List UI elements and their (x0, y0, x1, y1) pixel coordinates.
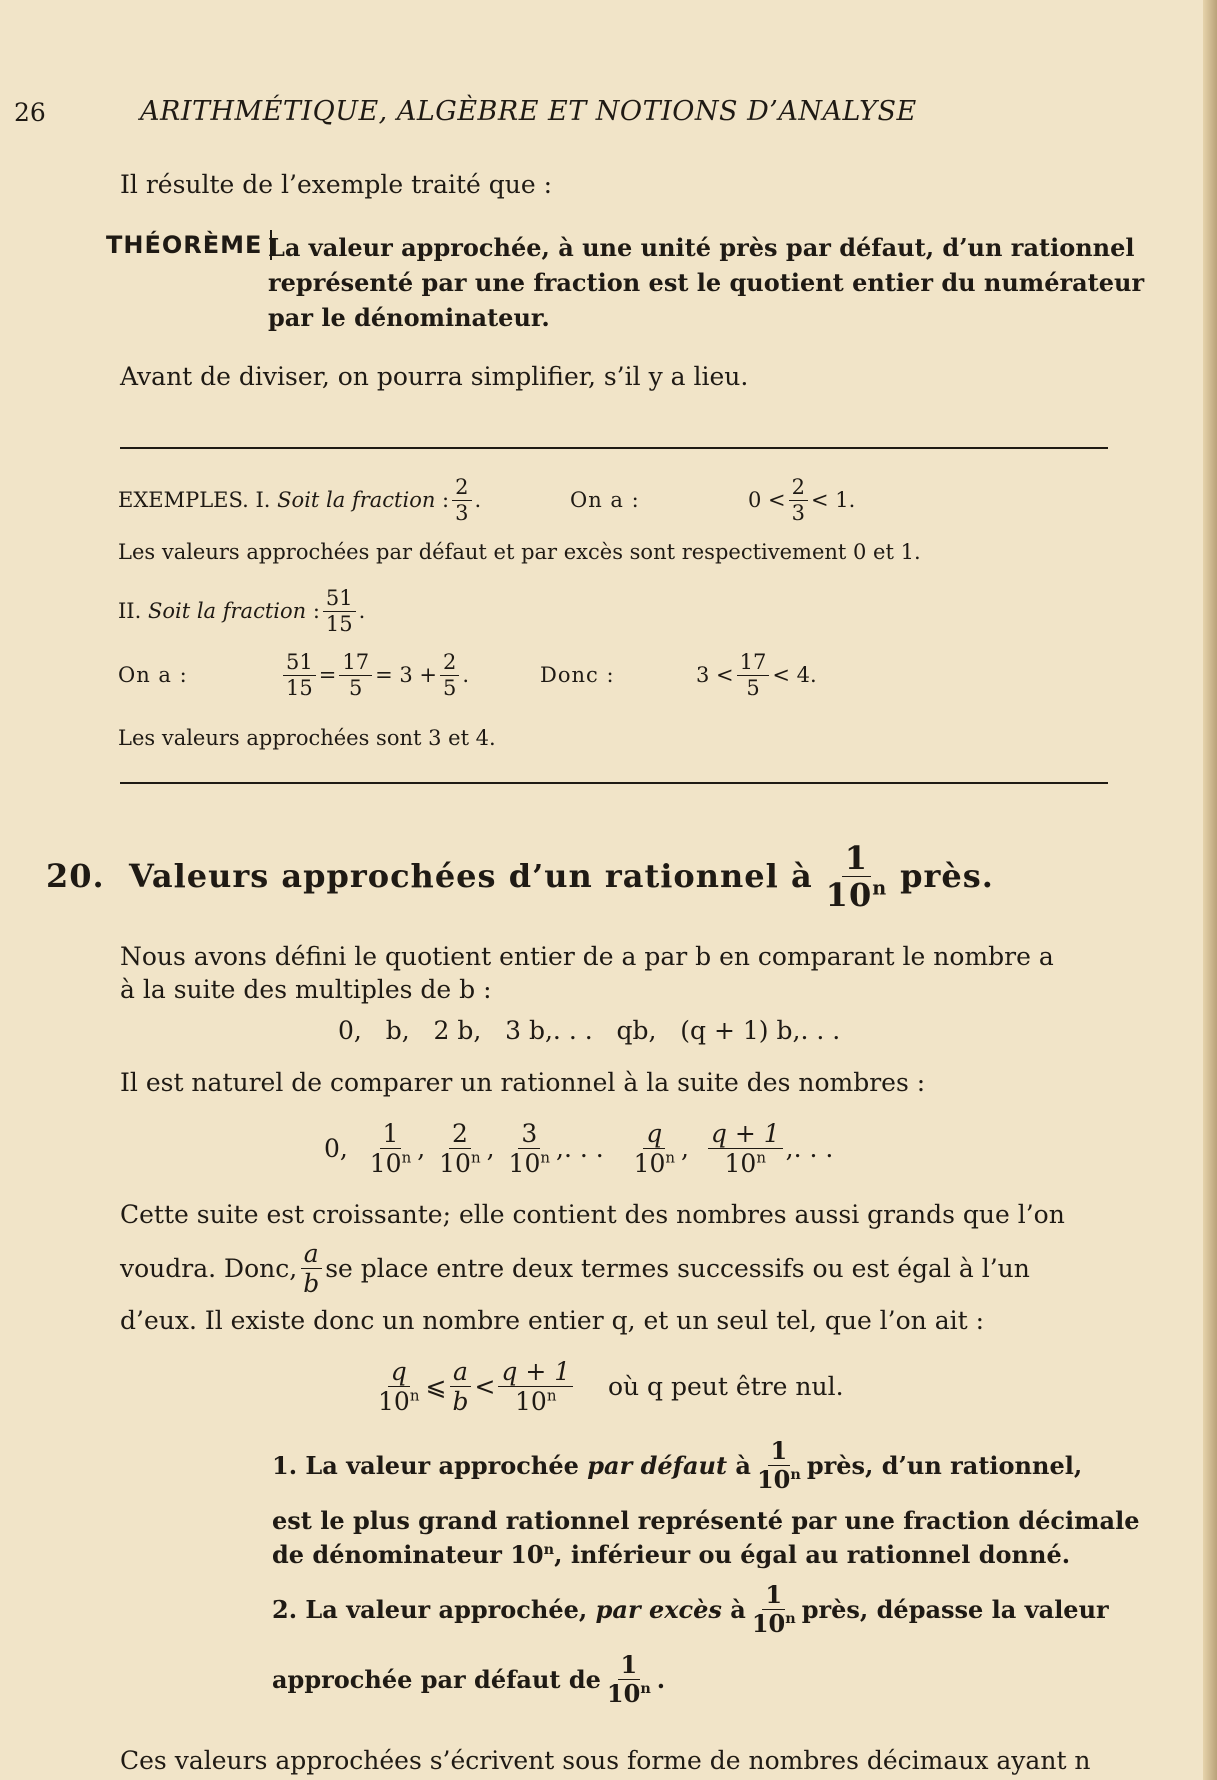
period: . (462, 663, 470, 687)
fraction-q-10n: $\frac{q}{10^n}$ (378, 1356, 420, 1416)
ineq-left: 0 < (748, 488, 786, 512)
fraction-1-10n: $\frac{1}{10^n}$ (751, 1579, 796, 1638)
fraction-1-10n: $\frac{1}{10^n}$ (756, 1435, 801, 1494)
sequence-term: $\frac{q + 1}{10^n}$ (708, 1121, 783, 1176)
equation-mid: = 3 + (375, 663, 437, 687)
example-2-prefix: II. (118, 599, 142, 623)
on-a-label: On a : (570, 488, 640, 512)
paragraph-croissante-line2: voudra. Donc, $\frac{a}{b}$ se place entre deux termes successifs ou est égal à l’un (120, 1238, 1030, 1298)
definition-1-line1: 1. La valeur approchée par défaut à $\frac{1}{10^n}$ près, d’un rationnel, (272, 1435, 1083, 1494)
theorem-line: représenté par une fraction est le quotient entier du numérateur (268, 268, 1145, 297)
definition-2-line1: 2. La valeur approchée, par excès à $\frac{1}{10^n}$ près, dépasse la valeur (272, 1579, 1109, 1638)
fraction-2-3: $\frac{2}{3}$ (789, 477, 808, 524)
inequality-note: où q peut être nul. (607, 1371, 844, 1401)
fraction-sequence: 0, $\frac{1}{10^n}$ , $\frac{2}{10^n}$ , $\frac{3}{10^n}$ , . . . $\frac{q}{10^n}$ , $\frac{q + 1}{10^n}$ , . . . (324, 1118, 834, 1178)
example-2-result: Les valeurs approchées sont 3 et 4. (118, 726, 496, 750)
paragraph-sequence-intro: Il est naturel de comparer un rationnel à la suite des nombres : (120, 1068, 926, 1097)
sequence-zero: 0, (324, 1133, 348, 1163)
theorem-line: La valeur approchée, à une unité près par défaut, d’un rationnel (268, 233, 1135, 262)
multiples-sequence: 0, b, 2 b, 3 b,. . . qb, (q + 1) b,. . . (338, 1016, 841, 1045)
section-title-end: près. (900, 857, 994, 895)
par-defaut: par défaut (587, 1450, 728, 1480)
paragraph-croissante-line1: Cette suite est croissante; elle contient des nombres aussi grands que l’on (120, 1200, 1065, 1229)
equals-sign: = (318, 663, 337, 687)
example-1-soit: Soit la fraction (277, 488, 436, 512)
theorem-label: THÉORÈME (106, 230, 272, 260)
page-number: 26 (14, 98, 46, 127)
theorem-text (268, 230, 1144, 335)
example-2 (118, 582, 365, 640)
page-edge-shadow (1203, 0, 1217, 1780)
definition-2-line2: approchée par défaut de $\frac{1}{10^n}$ . (272, 1649, 666, 1708)
equation-2 (280, 646, 469, 704)
divider-bottom (120, 782, 1108, 784)
fraction-17-5: $\frac{17}{5}$ (737, 652, 770, 699)
section-title: Valeurs approchées d’un rationnel à (128, 857, 813, 895)
on-a-label-2: On a : (118, 663, 188, 687)
sequence-term: $\frac{3}{10^n}$ (508, 1118, 551, 1178)
period: . (358, 599, 366, 623)
fraction-a-b: $\frac{a}{b}$ (300, 1241, 322, 1296)
par-exces: par excès (595, 1594, 722, 1624)
fraction-q1-10n: $\frac{q + 1}{10^n}$ (498, 1359, 573, 1414)
paragraph-croissante-line3: d’eux. Il existe donc un nombre entier q, et un seul tel, que l’on ait : (120, 1306, 985, 1335)
running-title: ARITHMÉTIQUE, ALGÈBRE ET NOTIONS D’ANALYSE (140, 96, 917, 127)
definition-1-line3: de dénominateur 10$^n$, inférieur ou égal au rationnel donné. (272, 1540, 1071, 1569)
fraction-17-5: $\frac{17}{5}$ (339, 652, 372, 699)
sequence-term: $\frac{1}{10^n}$ (369, 1118, 412, 1178)
fraction-1-10n: $\frac{1}{10^n}$ (606, 1649, 651, 1708)
fraction-2-3: $\frac{2}{3}$ (452, 477, 471, 524)
ineq-right: < 4. (772, 663, 817, 687)
bottom-text: Ces valeurs approchées s’écrivent sous forme de nombres décimaux ayant n (120, 1746, 1091, 1775)
sequence-term: $\frac{q}{10^n}$ (633, 1118, 676, 1178)
intro-text: Il résulte de l’exemple traité que : (120, 170, 553, 199)
fraction-51-15: $\frac{51}{15}$ (283, 652, 316, 699)
donc-label: Donc : (540, 663, 615, 687)
avant-text: Avant de diviser, on pourra simplifier, s’il y a lieu. (120, 362, 749, 391)
example-2-soit: Soit la fraction (147, 599, 307, 623)
definition-1-line2: est le plus grand rationnel représenté par une fraction décimale (272, 1506, 1140, 1535)
ineq-right: < 1. (811, 488, 856, 512)
fraction-51-15: $\frac{51}{15}$ (323, 588, 356, 635)
section-number: 20. (46, 857, 105, 895)
ineq-left: 3 < (696, 663, 734, 687)
example-1 (118, 472, 481, 528)
inequality-2 (696, 646, 817, 704)
fraction-2-5: $\frac{2}{5}$ (440, 652, 459, 699)
section-20-heading (46, 836, 994, 916)
less-equal-sign: ⩽ (425, 1371, 447, 1401)
fraction-1-10n: $\frac{1}{10^n}$ (825, 838, 888, 914)
example-1-prefix: EXEMPLES. I. (118, 488, 271, 512)
colon: : (312, 599, 320, 623)
inequality-1 (748, 472, 855, 528)
less-sign: < (474, 1371, 496, 1401)
fraction-a-b: $\frac{a}{b}$ (449, 1359, 471, 1414)
theorem-line: par le dénominateur. (268, 303, 550, 332)
paragraph-quotient: Nous avons défini le quotient entier de a par b en comparant le nombre a à la suite des multiples de b : (120, 942, 1054, 1004)
colon: : (442, 488, 450, 512)
period: . (474, 488, 482, 512)
divider-top (120, 447, 1108, 449)
sequence-term: $\frac{2}{10^n}$ (439, 1118, 481, 1178)
main-inequality (372, 1348, 844, 1424)
example-1-result: Les valeurs approchées par défaut et par excès sont respectivement 0 et 1. (118, 540, 921, 564)
